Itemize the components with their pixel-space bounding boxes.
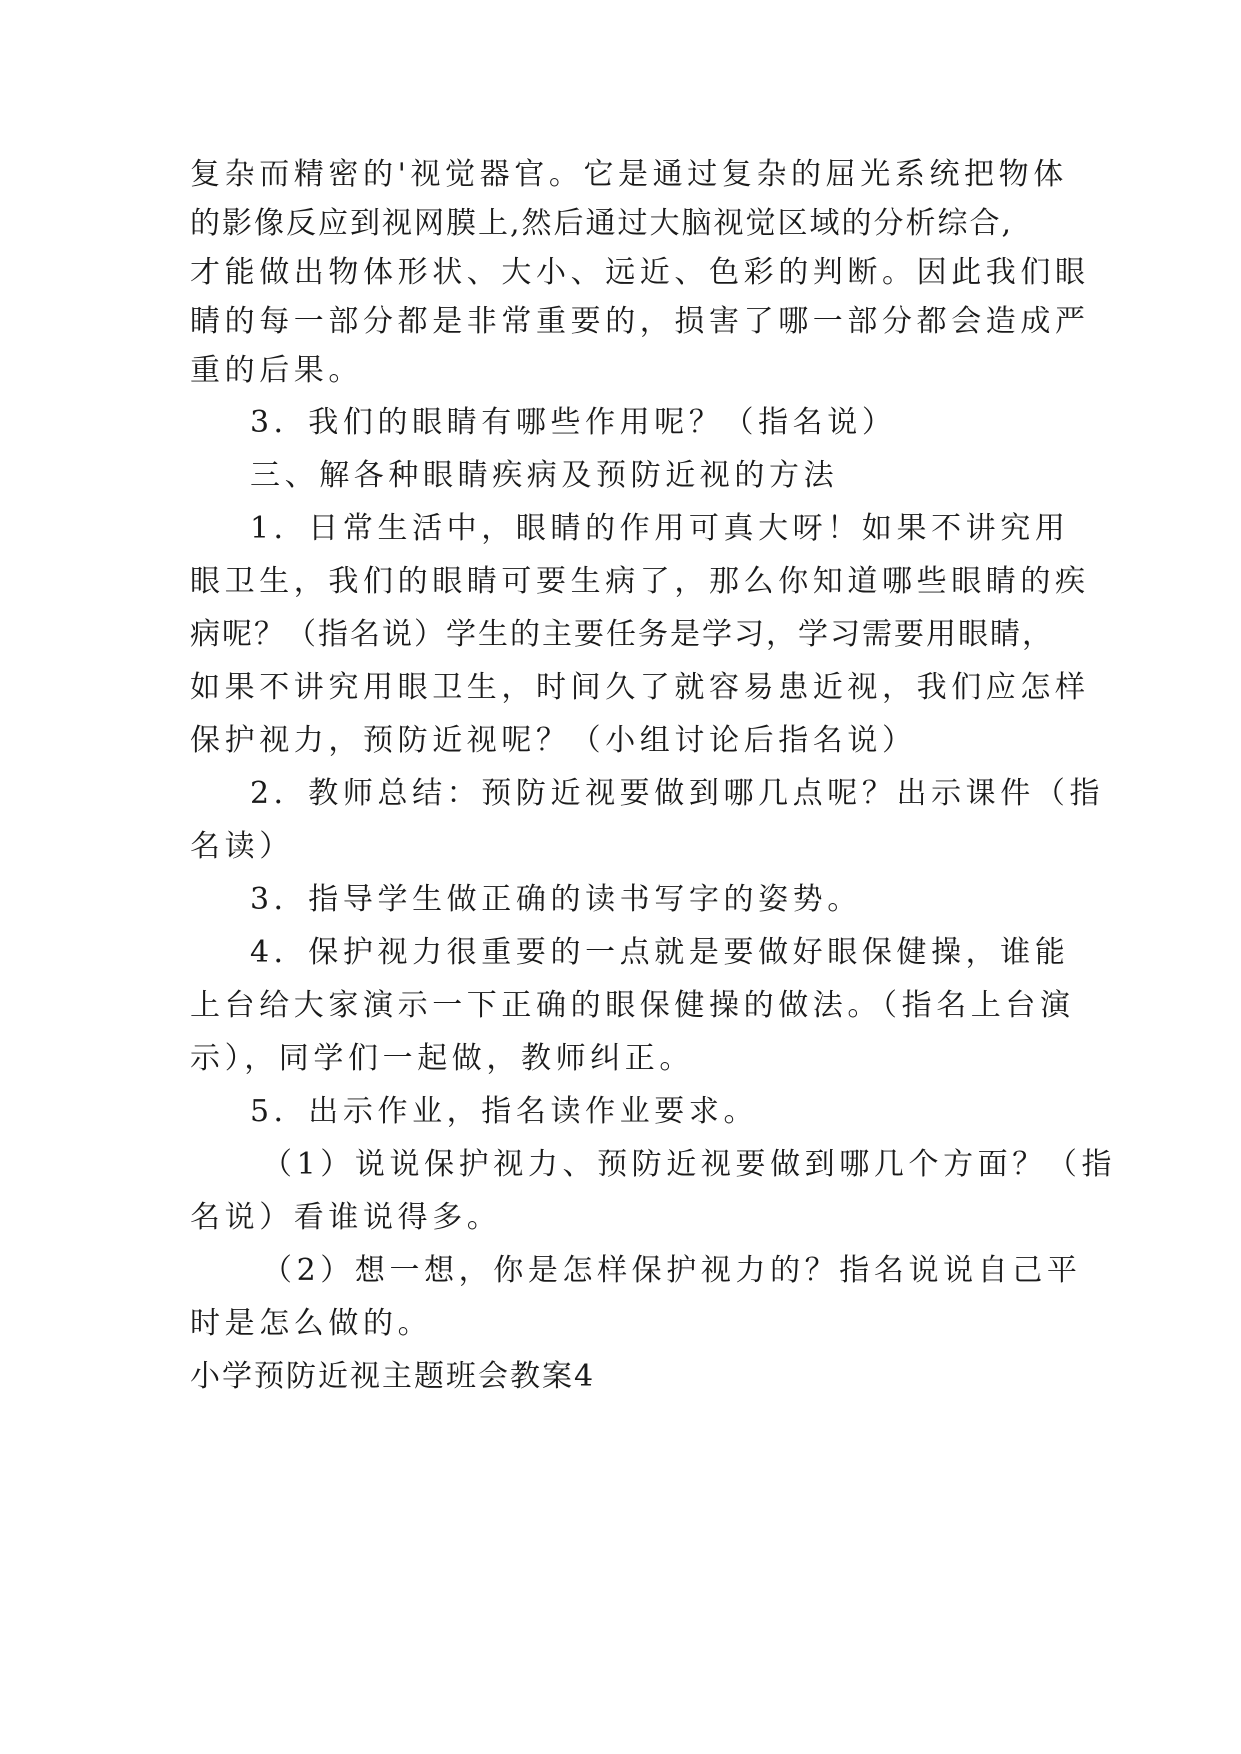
text-line: 名说）看谁说得多。 xyxy=(190,1200,502,1235)
sub-item: （2）想一想，你是怎样保护视力的？指名说说自己平 xyxy=(262,1253,1082,1288)
numbered-item: 2．教师总结：预防近视要做到哪几点呢？出示课件（指 xyxy=(250,776,1105,811)
numbered-item: 3．指导学生做正确的读书写字的姿势。 xyxy=(250,882,862,917)
text-line: 复杂而精密的'视觉器官。它是通过复杂的屈光系统把物体 xyxy=(190,157,1068,192)
text-line: 如果不讲究用眼卫生，时间久了就容易患近视，我们应怎样 xyxy=(190,670,1090,705)
text-line: 重的后果。 xyxy=(190,353,363,388)
text-line: 眼卫生，我们的眼睛可要生病了，那么你知道哪些眼睛的疾 xyxy=(190,564,1090,599)
numbered-item: 5．出示作业，指名读作业要求。 xyxy=(250,1094,759,1129)
numbered-item: 3．我们的眼睛有哪些作用呢？（指名说） xyxy=(250,405,897,440)
text-line: 病呢？（指名说）学生的主要任务是学习，学习需要用眼睛， xyxy=(190,617,1054,652)
text-line: 上台给大家演示一下正确的眼保健操的做法。（指名上台演 xyxy=(190,988,1075,1023)
text-line: 睛的每一部分都是非常重要的，损害了哪一部分都会造成严 xyxy=(190,304,1090,339)
text-line: 示），同学们一起做，教师纠正。 xyxy=(190,1041,694,1076)
text-line: 才能做出物体形状、大小、远近、色彩的判断。因此我们眼 xyxy=(190,255,1090,290)
numbered-item: 4．保护视力很重要的一点就是要做好眼保健操，谁能 xyxy=(250,935,1070,970)
text-line: 时是怎么做的。 xyxy=(190,1306,433,1341)
text-line: 名读） xyxy=(190,829,294,864)
text-line: 保护视力，预防近视呢？（小组讨论后指名说） xyxy=(190,723,917,758)
section-heading: 三、解各种眼睛疾病及预防近视的方法 xyxy=(250,458,839,493)
text-line: 的影像反应到视网膜上,然后通过大脑视觉区域的分析综合, xyxy=(190,206,1014,241)
numbered-item: 1．日常生活中，眼睛的作用可真大呀！如果不讲究用 xyxy=(250,511,1070,546)
sub-item: （1）说说保护视力、预防近视要做到哪几个方面？（指 xyxy=(262,1147,1117,1182)
document-heading: 小学预防近视主题班会教案4 xyxy=(190,1359,596,1394)
